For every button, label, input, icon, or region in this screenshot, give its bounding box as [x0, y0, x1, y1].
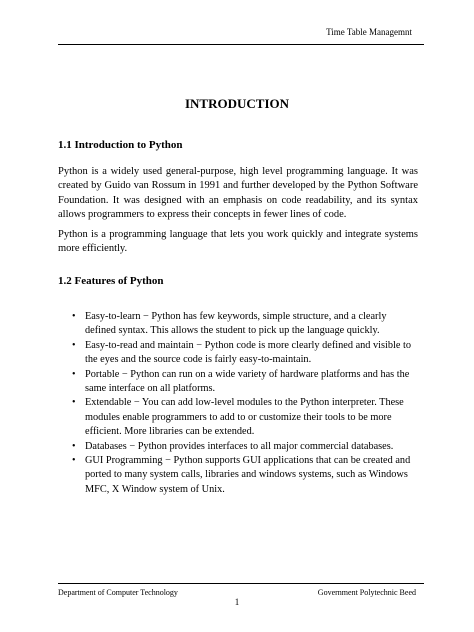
page-number: 1 — [234, 597, 240, 607]
list-item — [58, 339, 418, 368]
list-item-text: Extendable − You can add low-level modules to the Python interpreter. These modules enable programmers to add to or customize their tools to be more efficient. More libraries can be extended. — [85, 397, 404, 438]
intro-paragraph-1: Python is a widely used general-purpose, high level programming language. It was created by Guido van Rossum in 1991 and further developed by the Python Software Foundation. It was designed with an emphasis on code readability, and its syntax allows programmers to express their concepts in fewer lines of code. — [58, 166, 418, 221]
list-item — [58, 396, 418, 439]
section-heading-intro: 1.1 Introduction to Python — [58, 139, 183, 151]
list-item-text: Easy-to-learn − Python has few keywords, simple structure, and a clearly defined syntax. This allows the student to pick up the language quickly. — [85, 311, 387, 337]
bullet-icon: • — [72, 311, 76, 322]
header-rule — [58, 44, 424, 45]
list-item — [58, 440, 418, 454]
bullet-icon: • — [72, 455, 76, 467]
list-item — [58, 454, 418, 497]
list-item-text: GUI Programming − Python supports GUI applications that can be created and ported to many system calls, libraries and windows systems, such as Windows MFC, X Window system of Unix. — [85, 455, 411, 495]
bullet-icon: • — [72, 368, 76, 380]
chapter-title: INTRODUCTION — [184, 96, 289, 111]
footer-rule — [58, 583, 424, 584]
list-item-text: Databases − Python provides interfaces to all major commercial databases. — [85, 440, 394, 452]
list-item-text: Portable − Python can run on a wide variety of hardware platforms and has the same interface on all platforms. — [85, 368, 410, 395]
list-item — [58, 310, 418, 339]
footer-department: Department of Computer Technology — [58, 588, 178, 597]
list-item — [58, 368, 418, 397]
running-header: Time Table Managemnt — [326, 27, 412, 37]
bullet-icon: • — [72, 339, 76, 351]
section-heading-features: 1.2 Features of Python — [58, 275, 164, 287]
intro-paragraph-2: Python is a programming language that lets you work quickly and integrate systems more efficiently. — [58, 229, 418, 255]
bullet-icon: • — [72, 397, 76, 409]
footer-institution: Government Polytechnic Beed — [317, 588, 416, 597]
features-list — [58, 310, 418, 497]
list-item-text: Easy-to-read and maintain − Python code is more clearly defined and visible to the eyes and the source code is fairly easy-to-maintain. — [85, 339, 412, 366]
bullet-icon: • — [72, 440, 76, 452]
